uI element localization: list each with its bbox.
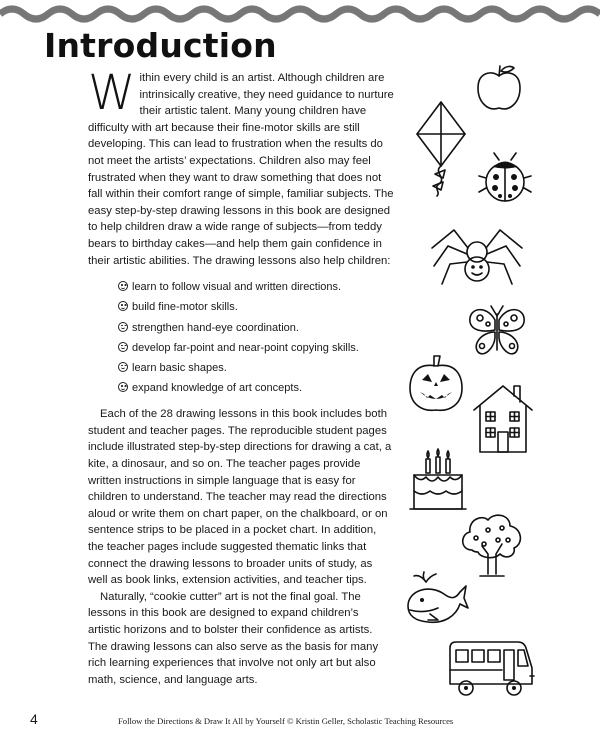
page-title: Introduction [44, 26, 277, 65]
whale-icon [404, 568, 470, 630]
footer-credit: Follow the Directions & Draw It All by Yourself © Kristin Geller, Scholastic Teaching Resources [118, 716, 454, 726]
skills-list [118, 277, 394, 398]
smiley-bullet-icon [118, 301, 128, 311]
smiley-bullet-icon [118, 322, 128, 332]
intro-paragraph-text: ithin every child is an artist. Although children are intrinsically creative, they need guidance to nurture their artistic talent. Many young children have difficulty with art because their fine-motor skills are still developing. This can lead to frustration when the results do not meet the artists’ expectations. Children also may feel frustrated when they want to draw something that does not fall within their comfort range of simple, familiar subjects. The easy step-by-step drawing lessons in this book are designed to help children draw a wide range of subjects—from teddy bears to birthday cakes—and help them gain confidence in their artistic abilities. The drawing lessons also help children: [88, 72, 394, 267]
smiley-bullet-icon [118, 362, 128, 372]
list-item: learn basic shapes. [118, 358, 394, 378]
lessons-paragraph: Each of the 28 drawing lessons in this book includes both student and teacher pages. The reproducible student pages include illustrated step-by-step directions for drawing a cat, a kite, a dinosaur, and so on. The teacher pages provide written instructions in simple language that is easy for children to understand. The teacher may read the directions aloud or write them on chart paper, on the chalkboard, or on sentence strips to be placed in a pocket chart. In addition, the teacher pages include suggested thematic links that connect the drawing lessons to broader units of study, as well as book links, extension activities, and teacher tips. [88, 408, 392, 587]
school-bus-icon [446, 638, 536, 700]
kite-icon [413, 100, 469, 198]
birthday-cake-icon [408, 445, 468, 513]
list-item: build fine-motor skills. [118, 297, 394, 317]
drop-cap: W [88, 65, 136, 121]
list-item: expand knowledge of art concepts. [118, 378, 394, 398]
house-icon [472, 382, 534, 454]
apple-icon [474, 62, 524, 114]
list-item: develop far-point and near-point copying skills. [118, 338, 394, 358]
intro-paragraph [88, 65, 394, 269]
smiley-bullet-icon [118, 281, 128, 291]
ladybug-icon [477, 150, 533, 204]
pumpkin-icon [408, 352, 464, 414]
list-item: learn to follow visual and written directions. [118, 277, 394, 297]
list-item: strengthen hand-eye coordination. [118, 318, 394, 338]
goal-paragraph: Naturally, “cookie cutter” art is not the final goal. The lessons in this book are designed to expand children’s artistic horizons and to bolster their confidence as artists. The drawing lessons can also serve as the basis for many rich learning experiences that involve not only art but also math, science, and language arts. [88, 590, 379, 686]
article-body [88, 65, 394, 688]
smiley-bullet-icon [118, 342, 128, 352]
spider-icon [428, 222, 526, 288]
smiley-bullet-icon [118, 382, 128, 392]
butterfly-icon [466, 302, 528, 358]
page-number: 4 [30, 711, 38, 727]
